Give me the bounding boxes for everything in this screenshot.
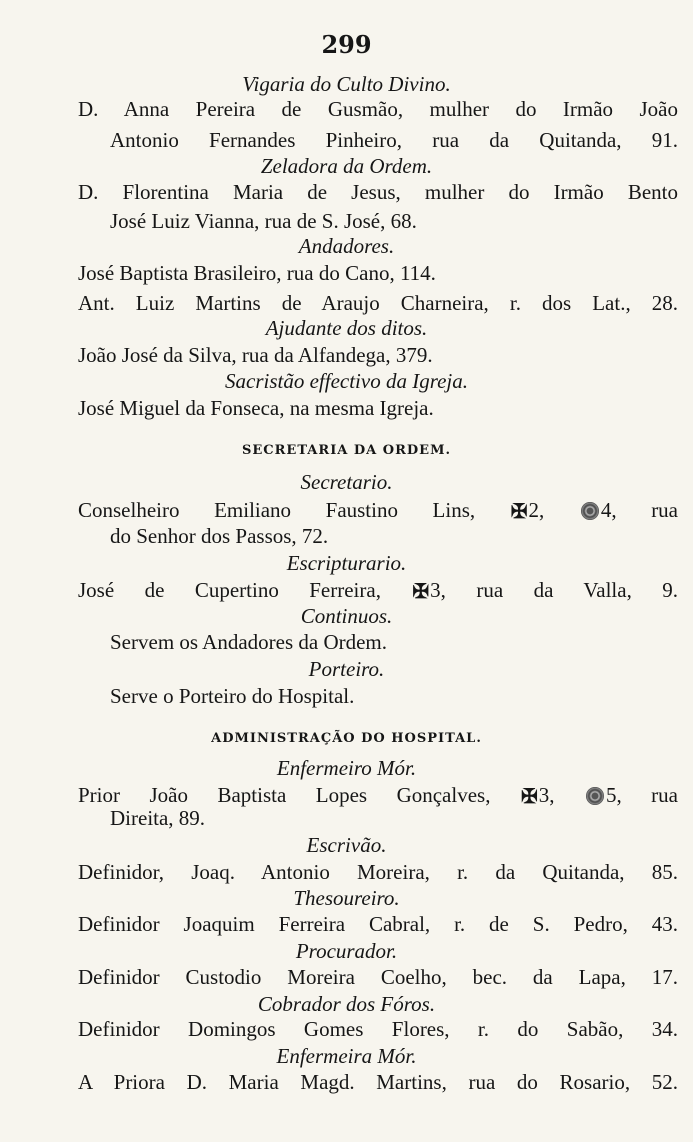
section-heading-administracao: ADMINISTRAÇÃO DO HOSPITAL. bbox=[211, 731, 482, 746]
entry-line bbox=[78, 500, 678, 522]
rosette-insignia-icon bbox=[581, 502, 599, 520]
heading-zeladora: Zeladora da Ordem. bbox=[260, 154, 433, 178]
heading-sacristao: Sacristão effectivo da Igreja. bbox=[225, 369, 468, 393]
rosette-insignia-icon bbox=[586, 787, 604, 805]
order-cross-icon: ✠ bbox=[412, 581, 430, 603]
entry-line: Definidor, Joaq. Antonio Moreira, r. da Quitanda, 85. bbox=[78, 860, 678, 884]
section-heading-secretaria: SECRETARIA DA ORDEM. bbox=[241, 443, 451, 458]
order-cross-icon: ✠ bbox=[520, 786, 538, 808]
entry-text: José de Cupertino Ferreira, bbox=[78, 578, 381, 602]
heading-escrivao: Escrivão. bbox=[306, 833, 387, 857]
entry-line: Direita, 89. bbox=[110, 806, 206, 830]
heading-continuos: Continuos. bbox=[300, 604, 393, 628]
entry-line bbox=[78, 785, 678, 807]
entry-text: 5, rua bbox=[605, 783, 678, 807]
entry-line: José Baptista Brasileiro, rua do Cano, 114. bbox=[78, 261, 436, 285]
heading-ajudante: Ajudante dos ditos. bbox=[265, 316, 428, 340]
entry-text: 3, rua da Valla, 9. bbox=[430, 578, 679, 602]
entry-text: Prior João Baptista Lopes Gonçalves, bbox=[78, 783, 491, 807]
entry-line: D. Anna Pereira de Gusmão, mulher do Irmão João bbox=[78, 97, 678, 121]
entry-text: Conselheiro Emiliano Faustino Lins, bbox=[78, 498, 476, 522]
entry-line: José Luiz Vianna, rua de S. José, 68. bbox=[110, 209, 417, 233]
heading-porteiro: Porteiro. bbox=[308, 657, 385, 681]
heading-thesoureiro: Thesoureiro. bbox=[293, 886, 400, 910]
entry-line: João José da Silva, rua da Alfandega, 379. bbox=[78, 343, 433, 367]
entry-line: José Miguel da Fonseca, na mesma Igreja. bbox=[78, 396, 434, 420]
entry-line bbox=[78, 580, 678, 602]
entry-line: Definidor Custodio Moreira Coelho, bec. da Lapa, 17. bbox=[78, 965, 678, 989]
entry-line: A Priora D. Maria Magd. Martins, rua do Rosario, 52. bbox=[78, 1070, 678, 1094]
entry-line: Servem os Andadores da Ordem. bbox=[110, 630, 388, 654]
heading-enfermeira: Enfermeira Mór. bbox=[276, 1044, 417, 1068]
entry-line: do Senhor dos Passos, 72. bbox=[110, 524, 329, 548]
entry-text: 3, bbox=[538, 783, 555, 807]
heading-secretario: Secretario. bbox=[300, 470, 393, 494]
heading-enfermeiro: Enfermeiro Mór. bbox=[276, 756, 417, 780]
heading-andadores: Andadores. bbox=[298, 234, 395, 258]
entry-line: Definidor Domingos Gomes Flores, r. do Sabão, 34. bbox=[78, 1017, 678, 1041]
entry-line: Definidor Joaquim Ferreira Cabral, r. de S. Pedro, 43. bbox=[78, 912, 678, 936]
heading-cobrador: Cobrador dos Fóros. bbox=[257, 992, 436, 1016]
entry-text: 2, bbox=[528, 498, 545, 522]
page-number: 299 bbox=[321, 30, 372, 59]
entry-line: D. Florentina Maria de Jesus, mulher do Irmão Bento bbox=[78, 180, 678, 204]
heading-escripturario: Escripturario. bbox=[286, 551, 407, 575]
heading-procurador: Procurador. bbox=[295, 939, 398, 963]
order-cross-icon: ✠ bbox=[510, 501, 528, 523]
entry-line: Ant. Luiz Martins de Araujo Charneira, r. dos Lat., 28. bbox=[78, 291, 678, 315]
entry-text: 4, rua bbox=[600, 498, 679, 522]
entry-line: Serve o Porteiro do Hospital. bbox=[110, 684, 355, 708]
entry-line: Antonio Fernandes Pinheiro, rua da Quitanda, 91. bbox=[110, 128, 678, 152]
heading-vigaria: Vigaria do Culto Divino. bbox=[242, 72, 451, 96]
